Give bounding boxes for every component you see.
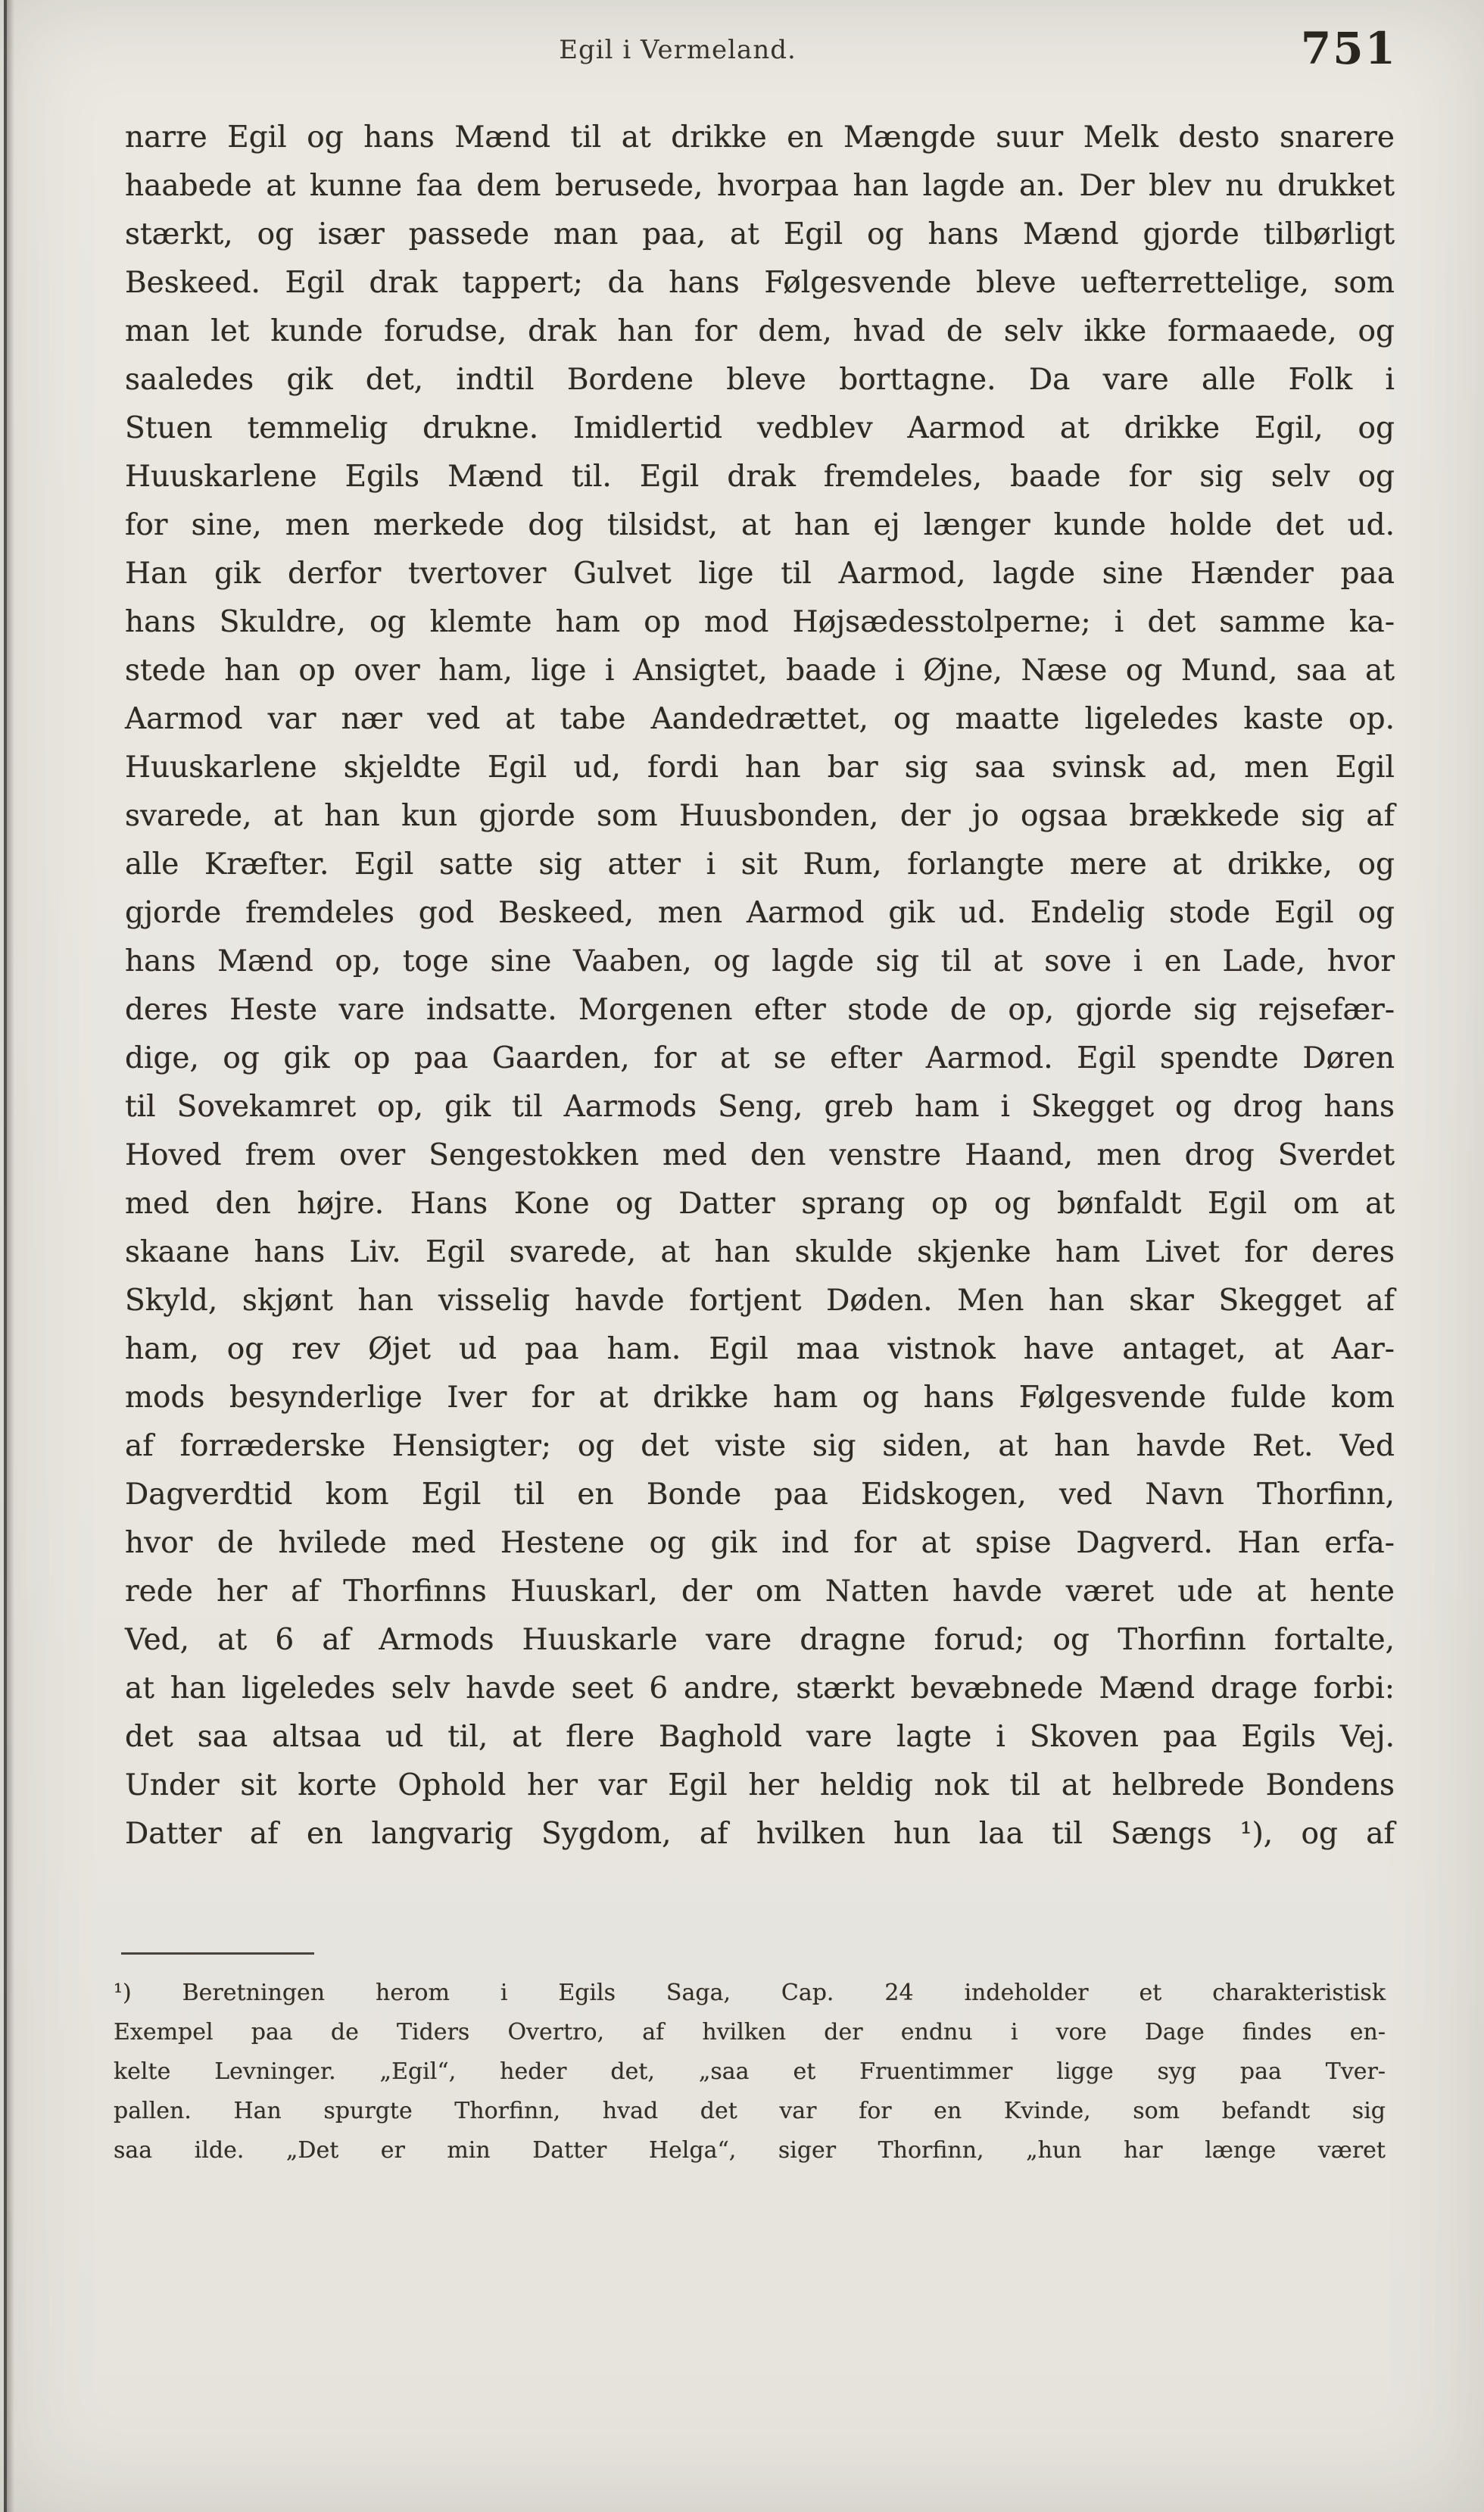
- body-text-line: Huuskarlene skjeldte Egil ud, fordi han bar sig saa svinsk ad, men Egil: [125, 750, 1395, 785]
- page-header: [125, 23, 1397, 83]
- footnote-line: Exempel paa de Tiders Overtro, af hvilken der endnu i vore Dage findes en-: [114, 2019, 1386, 2045]
- body-text-line: Beskeed. Egil drak tappert; da hans Følgesvende bleve uefterrettelige, som: [125, 266, 1395, 300]
- running-title: Egil i Vermeland.: [559, 35, 797, 65]
- body-text-line: Huuskarlene Egils Mænd til. Egil drak fremdeles, baade for sig selv og: [125, 460, 1395, 494]
- body-text-line: hvor de hvilede med Hestene og gik ind for at spise Dagverd. Han erfa-: [125, 1526, 1395, 1560]
- footnote-line: pallen. Han spurgte Thorfinn, hvad det var for en Kvinde, som befandt sig: [114, 2098, 1386, 2124]
- page-number: 751: [1300, 23, 1397, 74]
- body-text: [125, 114, 1395, 1858]
- body-text-line: Stuen temmelig drukne. Imidlertid vedblev Aarmod at drikke Egil, og: [125, 411, 1395, 445]
- body-text-line: gjorde fremdeles god Beskeed, men Aarmod gik ud. Endelig stode Egil og: [125, 896, 1395, 930]
- body-text-line: stede han op over ham, lige i Ansigtet, baade i Øjne, Næse og Mund, saa at: [125, 654, 1395, 688]
- body-text-line: til Sovekamret op, gik til Aarmods Seng, greb ham i Skegget og drog hans: [125, 1090, 1395, 1124]
- body-text-line: deres Heste vare indsatte. Morgenen efter stode de op, gjorde sig rejsefær-: [125, 993, 1395, 1027]
- footnote-line: saa ilde. „Det er min Datter Helga“, siger Thorfinn, „hun har længe været: [114, 2137, 1386, 2164]
- body-text-line: haabede at kunne faa dem berusede, hvorpaa han lagde an. Der blev nu drukket: [125, 169, 1395, 203]
- body-text-line: Ved, at 6 af Armods Huuskarle vare dragne forud; og Thorfinn fortalte,: [125, 1623, 1395, 1657]
- body-text-line: Datter af en langvarig Sygdom, af hvilken hun laa til Sængs ¹), og af: [125, 1817, 1395, 1851]
- body-text-line: man let kunde forudse, drak han for dem, hvad de selv ikke formaaede, og: [125, 314, 1395, 348]
- body-text-line: med den højre. Hans Kone og Datter sprang op og bønfaldt Egil om at: [125, 1187, 1395, 1221]
- body-text-line: hans Skuldre, og klemte ham op mod Højsædesstolperne; i det samme ka-: [125, 605, 1395, 639]
- body-text-line: Skyld, skjønt han visselig havde fortjent Døden. Men han skar Skegget af: [125, 1284, 1395, 1318]
- body-text-line: Under sit korte Ophold her var Egil her heldig nok til at helbrede Bondens: [125, 1768, 1395, 1802]
- body-text-line: dige, og gik op paa Gaarden, for at se efter Aarmod. Egil spendte Døren: [125, 1041, 1395, 1075]
- footnote-line: ¹) Beretningen herom i Egils Saga, Cap. 24 indeholder et charakteristisk: [114, 1980, 1386, 2006]
- body-text-line: alle Kræfter. Egil satte sig atter i sit Rum, forlangte mere at drikke, og: [125, 847, 1395, 882]
- body-text-line: hans Mænd op, toge sine Vaaben, og lagde sig til at sove i en Lade, hvor: [125, 944, 1395, 978]
- page-edge-gradient: [7, 0, 14, 2512]
- body-text-line: af forræderske Hensigter; og det viste sig siden, at han havde Ret. Ved: [125, 1429, 1395, 1463]
- body-text-line: Han gik derfor tvertover Gulvet lige til Aarmod, lagde sine Hænder paa: [125, 557, 1395, 591]
- body-text-line: at han ligeledes selv havde seet 6 andre, stærkt bevæbnede Mænd drage forbi:: [125, 1671, 1395, 1705]
- footnote-separator: [121, 1952, 314, 1955]
- body-text-line: mods besynderlige Iver for at drikke ham og hans Følgesvende fulde kom: [125, 1381, 1395, 1415]
- footnote-line: kelte Levninger. „Egil“, heder det, „saa et Fruentimmer ligge syg paa Tver-: [114, 2058, 1386, 2085]
- body-text-line: Aarmod var nær ved at tabe Aandedrættet, og maatte ligeledes kaste op.: [125, 702, 1395, 736]
- body-text-line: stærkt, og især passede man paa, at Egil og hans Mænd gjorde tilbørligt: [125, 217, 1395, 251]
- body-text-line: ham, og rev Øjet ud paa ham. Egil maa vistnok have antaget, at Aar-: [125, 1332, 1395, 1366]
- body-text-line: det saa altsaa ud til, at flere Baghold vare lagte i Skoven paa Egils Vej.: [125, 1720, 1395, 1754]
- body-text-line: rede her af Thorfinns Huuskarl, der om Natten havde været ude at hente: [125, 1574, 1395, 1609]
- body-text-line: Dagverdtid kom Egil til en Bonde paa Eidskogen, ved Navn Thorfinn,: [125, 1478, 1395, 1512]
- body-text-line: saaledes gik det, indtil Bordene bleve borttagne. Da vare alle Folk i: [125, 363, 1395, 397]
- body-text-line: Hoved frem over Sengestokken med den venstre Haand, men drog Sverdet: [125, 1138, 1395, 1172]
- body-text-line: skaane hans Liv. Egil svarede, at han skulde skjenke ham Livet for deres: [125, 1235, 1395, 1269]
- footnote: [114, 1974, 1386, 2170]
- body-text-line: for sine, men merkede dog tilsidst, at han ej længer kunde holde det ud.: [125, 508, 1395, 542]
- body-text-line: narre Egil og hans Mænd til at drikke en Mængde suur Melk desto snarere: [125, 120, 1395, 154]
- body-text-line: svarede, at han kun gjorde som Huusbonden, der jo ogsaa brækkede sig af: [125, 799, 1395, 833]
